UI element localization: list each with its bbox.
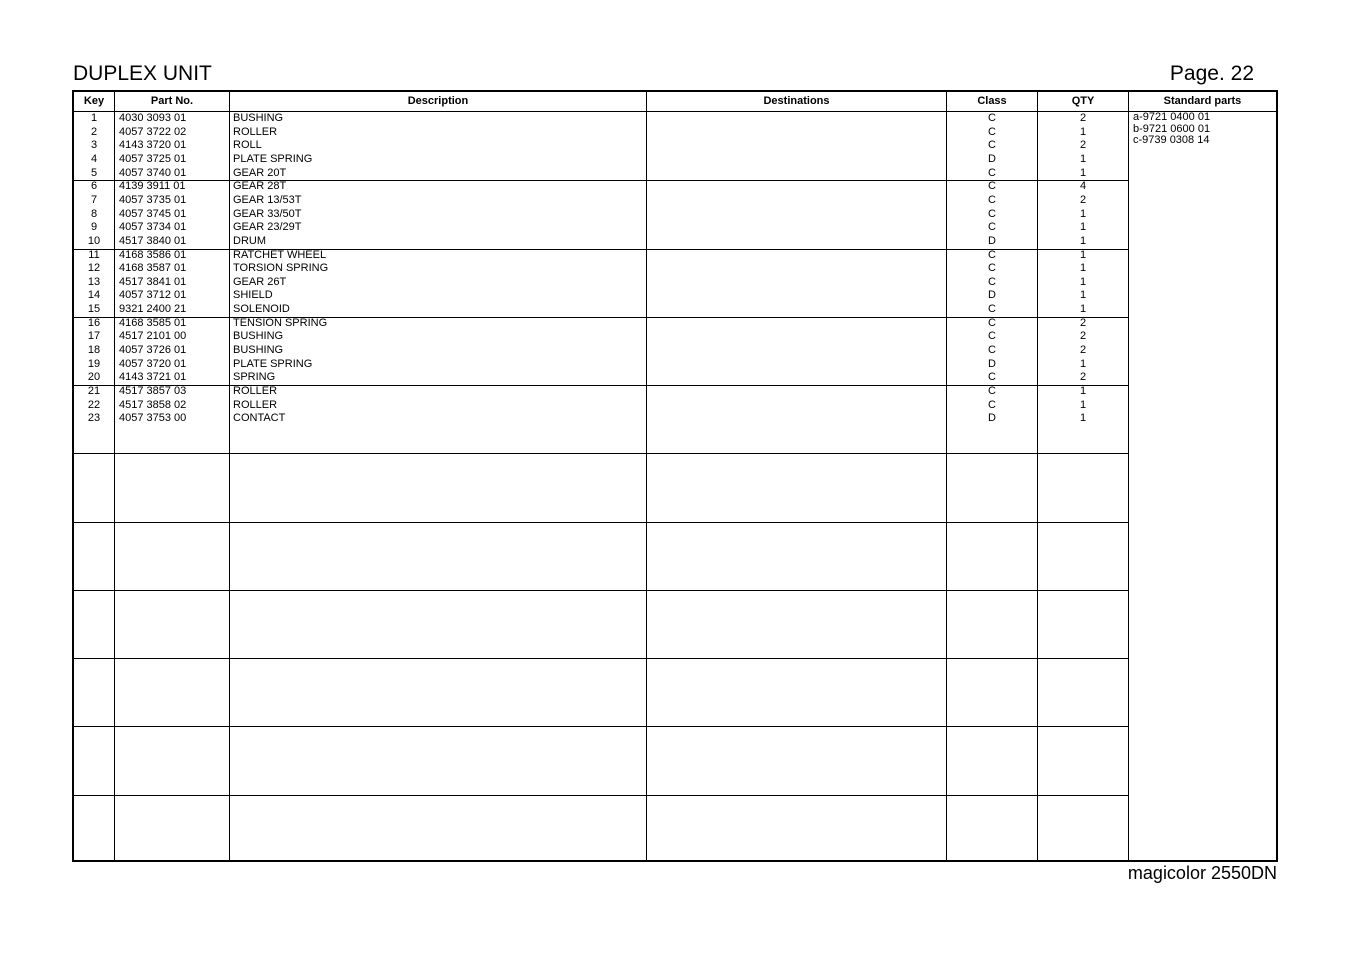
cell-description: ROLL [233,139,262,152]
row-group-divider [74,795,1128,796]
cell-part-no: 4143 3720 01 [119,139,187,152]
cell-description: GEAR 13/53T [233,193,302,206]
cell-qty: 2 [1079,316,1087,329]
cell-key: 6 [90,180,98,193]
cell-description: DRUM [233,234,266,247]
cell-description: BUSHING [233,344,284,357]
cell-qty: 1 [1079,221,1087,234]
cell-class: C [988,385,996,397]
cell-key: 5 [90,166,98,179]
cell-class: C [988,125,996,138]
cell-class: C [988,166,996,179]
cell-class: C [988,139,996,152]
table-row [74,235,1128,249]
cell-class: D [988,289,996,302]
cell-class: C [988,398,996,411]
cell-class: C [988,207,996,220]
cell-qty: 1 [1079,125,1087,138]
cell-part-no: 4030 3093 01 [119,112,187,124]
cell-description: CONTACT [233,412,286,425]
page-title: DUPLEX UNIT [73,62,212,85]
cell-class: C [988,180,996,193]
cell-part-no: 4057 3745 01 [119,207,187,220]
col-header-class: Class [977,95,1007,107]
cell-qty: 1 [1079,289,1087,302]
standard-part: b-9721 0600 01 [1133,122,1211,135]
table-row [74,180,1128,194]
row-group-divider [74,453,1128,454]
cell-description: PLATE SPRING [233,357,313,370]
cell-description: TORSION SPRING [233,262,329,275]
cell-qty: 1 [1079,275,1087,288]
cell-class: C [988,344,996,357]
cell-part-no: 4057 3712 01 [119,289,187,302]
cell-class: C [988,371,996,384]
cell-class: D [988,152,996,165]
cell-key: 23 [87,412,101,425]
cell-description: ROLLER [233,398,278,411]
cell-qty: 1 [1079,398,1087,411]
cell-key: 8 [90,207,98,220]
row-group-divider [74,522,1128,523]
table-row [74,371,1128,385]
standard-parts-list [1133,112,1210,147]
cell-key: 11 [88,248,100,261]
cell-description: SPRING [233,371,276,384]
standard-part: a-9721 0400 01 [1133,111,1211,123]
table-row [74,344,1128,358]
cell-part-no: 4143 3721 01 [119,371,187,384]
cell-description: PLATE SPRING [233,152,313,165]
table-row [74,112,1128,126]
cell-qty: 1 [1079,262,1087,275]
cell-key: 21 [87,385,101,397]
cell-part-no: 4168 3586 01 [119,248,187,261]
row-group-divider [74,726,1128,727]
table-row [74,399,1128,413]
cell-class: D [988,234,996,247]
cell-class: D [988,412,996,425]
cell-qty: 1 [1079,152,1087,165]
col-header-description: Description [407,95,469,107]
cell-description: GEAR 28T [233,180,287,193]
cell-description: BUSHING [233,330,284,343]
cell-qty: 1 [1079,234,1087,247]
cell-class: C [988,330,996,343]
cell-description: ROLLER [233,125,278,138]
cell-qty: 1 [1079,248,1087,261]
cell-key: 13 [87,275,101,288]
cell-key: 7 [90,193,98,206]
cell-description: SHIELD [233,289,273,302]
cell-qty: 1 [1079,385,1087,397]
cell-key: 18 [87,344,101,357]
cell-key: 9 [90,221,98,234]
cell-key: 22 [87,398,101,411]
cell-class: C [988,193,996,206]
table-row [74,139,1128,153]
cell-class: C [988,303,996,316]
cell-description: ROLLER [233,385,278,397]
parts-table [72,90,1278,862]
cell-key: 17 [87,330,101,343]
cell-part-no: 4057 3735 01 [119,193,187,206]
cell-description: GEAR 26T [233,275,287,288]
cell-qty: 4 [1079,180,1087,193]
table-row [74,289,1128,303]
cell-key: 14 [87,289,101,302]
cell-qty: 2 [1079,193,1087,206]
cell-key: 10 [87,234,101,247]
cell-key: 20 [87,371,101,384]
column-divider [1128,92,1129,860]
page-number: Page. 22 [1169,62,1254,85]
cell-part-no: 4517 2101 00 [119,330,187,343]
cell-description: GEAR 23/29T [233,221,302,234]
col-header-qty: QTY [1071,95,1095,107]
col-header-key: Key [83,95,105,107]
table-row [74,358,1128,372]
cell-part-no: 4057 3722 02 [119,125,187,138]
cell-class: C [988,275,996,288]
table-row [74,167,1128,181]
cell-class: C [988,316,996,329]
cell-key: 2 [90,125,98,138]
table-row [74,126,1128,140]
cell-part-no: 4517 3841 01 [119,275,187,288]
table-row [74,262,1128,276]
cell-key: 1 [90,112,98,124]
cell-part-no: 4168 3585 01 [119,316,187,329]
table-row [74,208,1128,222]
cell-qty: 1 [1079,303,1087,316]
col-header-destinations: Destinations [763,95,830,107]
cell-key: 19 [87,357,101,370]
cell-key: 16 [87,316,101,329]
table-row [74,412,1128,426]
cell-qty: 2 [1079,112,1087,124]
table-row [74,249,1128,263]
cell-part-no: 4057 3734 01 [119,221,187,234]
cell-description: GEAR 20T [233,166,287,179]
cell-part-no: 4168 3587 01 [119,262,187,275]
cell-qty: 1 [1079,207,1087,220]
cell-part-no: 4057 3720 01 [119,357,187,370]
table-row [74,153,1128,167]
cell-description: RATCHET WHEEL [233,248,327,261]
cell-part-no: 4517 3857 03 [119,385,187,397]
model-name: magicolor 2550DN [1127,863,1277,883]
cell-description: GEAR 33/50T [233,207,302,220]
table-row [74,303,1128,317]
table-row [74,194,1128,208]
cell-part-no: 4517 3840 01 [119,234,187,247]
cell-qty: 2 [1079,371,1087,384]
standard-part: c-9739 0308 14 [1133,134,1210,146]
cell-part-no: 4057 3740 01 [119,166,187,179]
cell-part-no: 4057 3725 01 [119,152,187,165]
cell-description: TENSION SPRING [233,316,328,329]
cell-part-no: 4139 3911 01 [119,180,186,193]
table-row [74,276,1128,290]
cell-key: 4 [90,152,98,165]
cell-description: SOLENOID [233,303,290,316]
cell-class: C [988,248,996,261]
table-row [74,221,1128,235]
table-row [74,317,1128,331]
cell-part-no: 4057 3753 00 [119,412,187,425]
cell-class: C [988,221,996,234]
table-row [74,330,1128,344]
cell-part-no: 4517 3858 02 [119,398,187,411]
cell-qty: 2 [1079,330,1087,343]
cell-qty: 2 [1079,344,1087,357]
row-group-divider [74,590,1128,591]
cell-class: C [988,262,996,275]
cell-qty: 2 [1079,139,1087,152]
cell-qty: 1 [1079,166,1087,179]
row-group-divider [74,658,1128,659]
col-header-part-no: Part No. [150,95,194,107]
cell-qty: 1 [1079,357,1087,370]
cell-qty: 1 [1079,412,1087,425]
cell-key: 15 [87,303,101,316]
cell-description: BUSHING [233,112,284,124]
cell-key: 3 [90,139,98,152]
cell-key: 12 [87,262,101,275]
cell-class: C [988,112,996,124]
cell-class: D [988,357,996,370]
cell-part-no: 9321 2400 21 [119,303,187,316]
col-header-standard-parts: Standard parts [1163,95,1242,107]
table-row [74,385,1128,399]
cell-part-no: 4057 3726 01 [119,344,187,357]
